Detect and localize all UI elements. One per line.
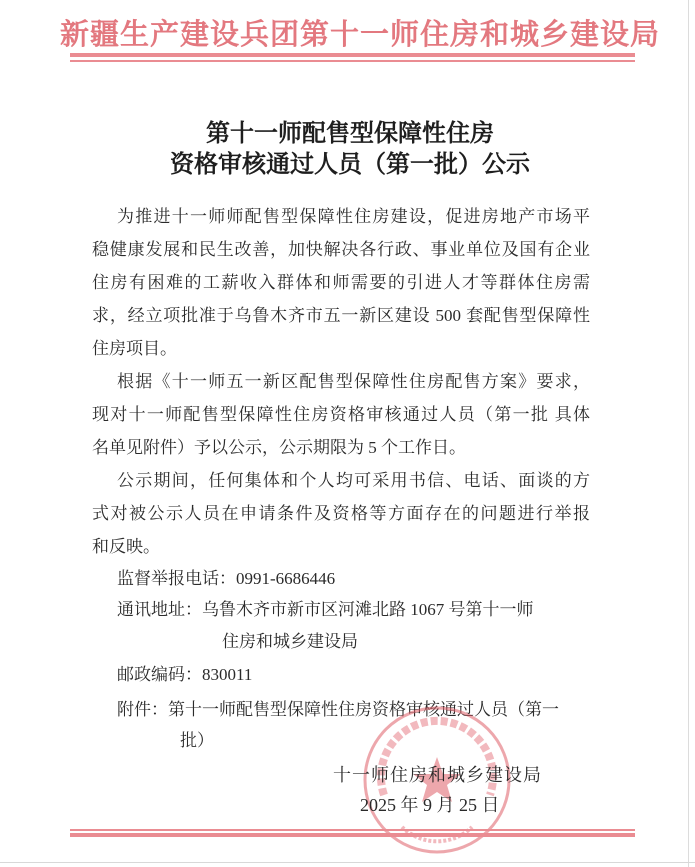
paragraph-line: 和反映。 — [92, 537, 160, 556]
paragraph-line: 现对十一师配售型保障性住房资格审核通过人员（第一批 具体 — [92, 405, 590, 424]
document-title-line1: 第十一师配售型保障性住房 — [206, 121, 494, 147]
letterhead-rule-thin — [70, 60, 635, 62]
address-line2: 住房和城乡建设局 — [222, 632, 358, 651]
postal-label: 邮政编码： — [117, 665, 202, 684]
postal-code: 830011 — [202, 665, 253, 684]
issuer-signature: 十一师住房和城乡建设局 — [333, 765, 542, 785]
phone-label: 监督举报电话： — [117, 569, 236, 588]
postal-line — [117, 664, 252, 686]
attachment-label: 附件： — [117, 700, 168, 719]
attachment-title: 第十一师配售型保障性住房资格审核通过人员（第一 — [168, 700, 559, 719]
paragraph-line: 住房项目。 — [92, 339, 177, 358]
issue-date: 2025 年 9 月 25 日 — [360, 795, 500, 815]
page-bottom-edge — [0, 862, 695, 863]
document-title-line2: 资格审核通过人员（第一批）公示 — [170, 152, 530, 178]
paragraph-line: 住房有困难的工薪收入群体和师需要的引进人才等群体住房需 — [92, 273, 590, 292]
paragraph-line: 求，经立项批准于乌鲁木齐市五一新区建设 500 套配售型保障性 — [92, 306, 590, 325]
attachment-line2: 批） — [180, 731, 214, 750]
paragraph-line: 公示期间，任何集体和个人均可采用书信、电话、面谈的方 — [117, 471, 590, 490]
footer-rule-thick — [70, 833, 635, 837]
address-value: 乌鲁木齐市新市区河滩北路 1067 号第十一师 — [202, 600, 534, 619]
paragraph-line: 稳健康发展和民生改善，加快解决各行政、事业单位及国有企业 — [92, 240, 590, 259]
phone-line — [117, 568, 335, 590]
paragraph-line: 根据《十一师五一新区配售型保障性住房配售方案》要求， — [117, 372, 590, 391]
address-label: 通讯地址： — [117, 600, 202, 619]
paragraph-line: 式对被公示人员在申请条件及资格等方面存在的问题进行举报 — [92, 504, 590, 523]
phone-number: 0991-6686446 — [236, 569, 336, 588]
address-line — [117, 599, 534, 621]
letterhead-organization: 新疆生产建设兵团第十一师住房和城乡建设局 — [60, 19, 661, 51]
footer-rule-thin — [70, 829, 635, 831]
paragraph-line: 为推进十一师师配售型保障性住房建设，促进房地产市场平 — [117, 207, 590, 226]
letterhead-rule-thick — [70, 53, 635, 57]
paragraph-line: 名单见附件）予以公示，公示期限为 5 个工作日。 — [92, 438, 466, 457]
